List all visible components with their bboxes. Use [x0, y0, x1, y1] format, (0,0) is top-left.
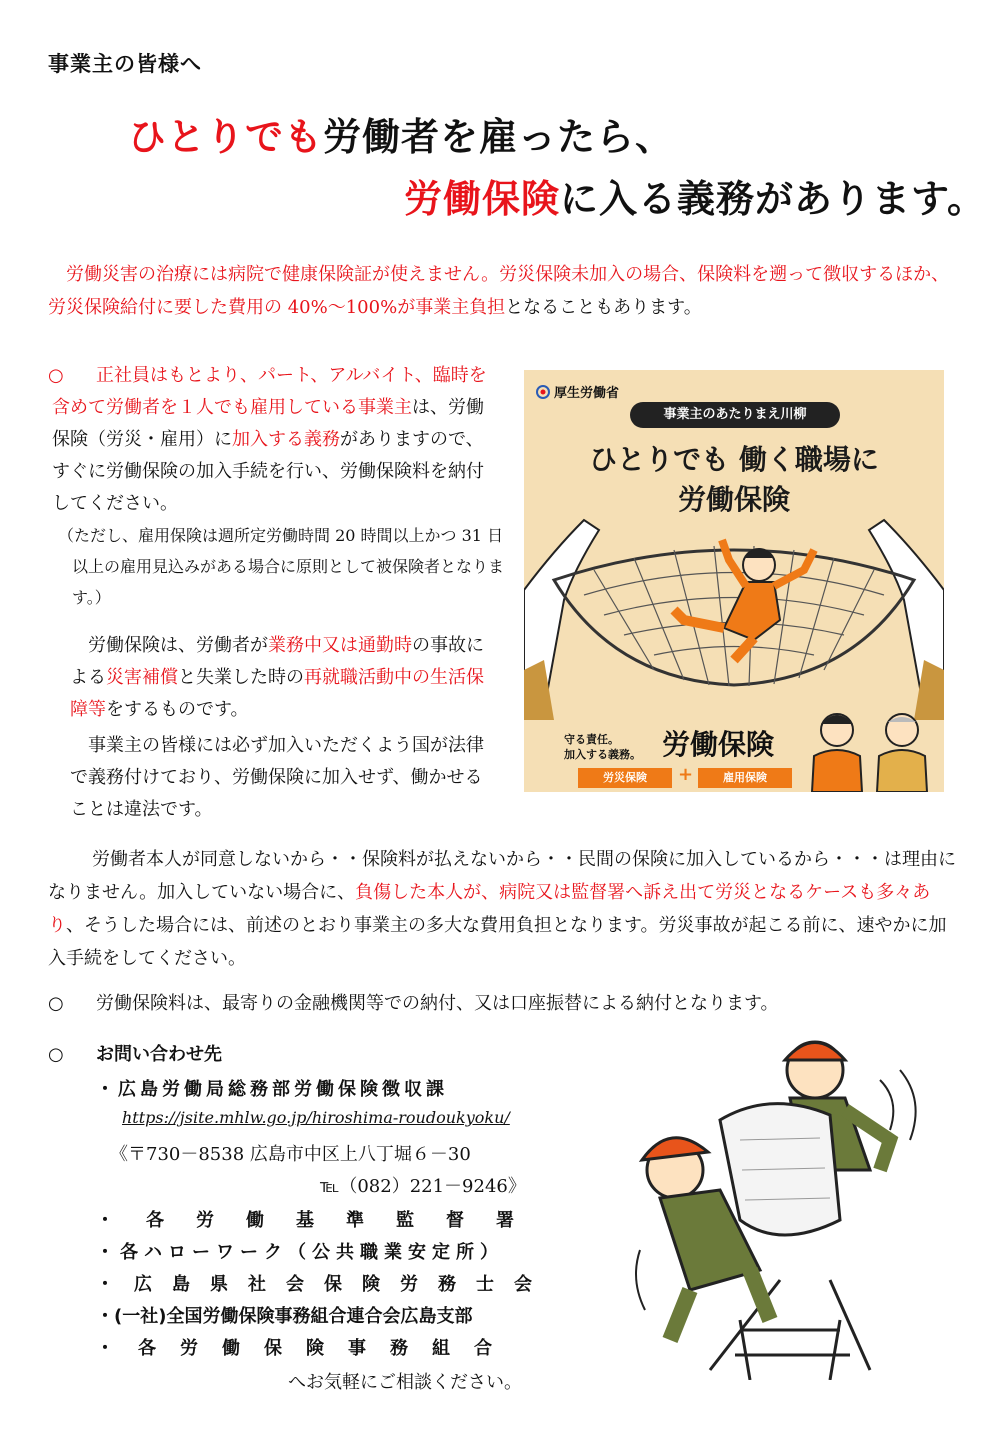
- contact-heading-label: お問い合わせ先: [96, 1044, 222, 1065]
- section1-p1-red2: 加入する義務: [232, 429, 340, 450]
- contact-org4: ・広島県社会保険労務士会: [96, 1274, 552, 1295]
- payment-line: [48, 988, 963, 1020]
- mhlw-logo-icon: [536, 385, 550, 399]
- contact-org6: ・各労働保険事務組合: [96, 1338, 516, 1359]
- poster-tagline-1: 守る責任。: [564, 733, 619, 746]
- section2-paragraph: [48, 843, 963, 975]
- payment-text: 労働保険料は、最寄りの金融機関等での納付、又は口座振替による納付となります。: [96, 993, 779, 1014]
- poster-banner: 事業主のあたりまえ川柳: [630, 402, 840, 428]
- intro-black-text: となることもあります。: [505, 297, 702, 318]
- poster-org: [536, 382, 619, 401]
- section2-seg1: 労働者本人が同意しないから・・保険料が払えないから・・民間の保険に加入しているから・・・は理由になりません。加入していない場合に、: [48, 849, 956, 903]
- contact-phone: ℡（082）221－9246》: [320, 1176, 526, 1197]
- poster-image: [524, 370, 944, 792]
- poster-title: [524, 440, 944, 520]
- intro-red-text: 労働災害の治療には病院で健康保険証が使えません。労災保険未加入の場合、保険料を遡って徴収するほか、労災保険給付に要した費用の 40%～100%が事業主負担: [48, 264, 950, 318]
- poster-pill-koyou: 雇用保険: [698, 768, 792, 788]
- poster-tagline-2: 加入する義務。: [564, 748, 641, 761]
- poster-title-line2: 労働保険: [677, 483, 790, 516]
- section1-p2-seg2: 業務中又は通勤時: [268, 635, 412, 656]
- poster-pill-rousai: 労災保険: [578, 768, 672, 788]
- section1-p2-seg3: の事故による: [70, 635, 484, 688]
- section1-p1-black1: は、労働保険（労災・雇用）に: [52, 397, 484, 450]
- section1-p2-seg1: 労働保険は、労働者が: [88, 635, 268, 656]
- section1-p2-seg5: と失業した時の: [178, 667, 304, 688]
- section1-paragraph1: [52, 360, 498, 520]
- ladder-accident-illustration: [630, 1020, 960, 1380]
- contact-closing: へお気軽にご相談ください。: [288, 1372, 522, 1393]
- payment-bullet: ○: [48, 993, 64, 1014]
- headline-line2-red: 労働保険: [404, 177, 561, 221]
- contact-org3: ・各ハローワーク（公共職業安定所）: [96, 1242, 504, 1263]
- contact-org5: ・(一社)全国労働保険事務組合連合会広島支部: [96, 1306, 473, 1327]
- headline-line2: [404, 168, 986, 223]
- contact-org2: ・各労働基準監督署: [96, 1210, 546, 1231]
- poster-title-line1: ひとりでも 働く職場に: [589, 443, 879, 476]
- section1-bullet: ○: [48, 365, 64, 386]
- contact-url-link[interactable]: https://jsite.mhlw.go.jp/hiroshima-roudoukyoku/: [122, 1108, 510, 1127]
- headline-line2-black: に入る義務があります。: [560, 177, 986, 221]
- intro-paragraph: [48, 258, 963, 324]
- section1-p2-seg6: 再就職活動中の生活保障等: [70, 667, 484, 720]
- greeting: 事業主の皆様へ: [48, 52, 202, 76]
- section1-paragraph3: 事業主の皆様には必ず加入いただくよう国が法律で義務付けており、労働保険に加入せず、働かせることは違法です。: [70, 735, 484, 820]
- section1-p1-black2: がありますので、すぐに労働保険の加入手続を行い、労働保険料を納付してください。: [52, 429, 484, 514]
- section1-paragraph2: [70, 630, 500, 726]
- section2-seg3: 、そうした場合には、前述のとおり事業主の多大な費用負担となります。労災事故が起こる前に、速やかに加入手続をしてください。: [48, 915, 947, 969]
- section2-seg2-red: 負傷した本人が、病院又は監督署へ訴え出て労災となるケースも多々あり: [48, 882, 931, 936]
- contact-org1: ・広島労働局総務部労働保険徴収課: [96, 1079, 448, 1100]
- section1-note: （ただし、雇用保険は週所定労働時間 20 時間以上かつ 31 日以上の雇用見込みがある場合に原則として被保険者となります。）: [58, 526, 505, 607]
- headline-line1-red: ひとりでも: [128, 115, 324, 159]
- poster-tagline: [564, 732, 641, 762]
- contact-bullet: ○: [48, 1044, 64, 1065]
- contact-heading: [48, 1040, 222, 1066]
- section1-p2-seg4: 災害補償: [106, 667, 178, 688]
- poster-plus: +: [678, 764, 694, 785]
- section1-p2-seg7: をするものです。: [106, 699, 249, 720]
- poster-big-label: 労働保険: [662, 728, 775, 761]
- poster-org-label: 厚生労働省: [554, 386, 620, 401]
- section1-p1-red1: 正社員はもとより、パート、アルバイト、臨時を含めて労働者を１人でも雇用している事業主: [52, 365, 487, 418]
- contact-address: 《〒730－8538 広島市中区上八丁堀６－30: [110, 1144, 471, 1165]
- headline-line1: [128, 106, 674, 161]
- headline-line1-black: 労働者を雇ったら、: [323, 115, 675, 159]
- safety-net-illustration: [524, 510, 944, 720]
- poster-workers-illustration: [802, 700, 942, 792]
